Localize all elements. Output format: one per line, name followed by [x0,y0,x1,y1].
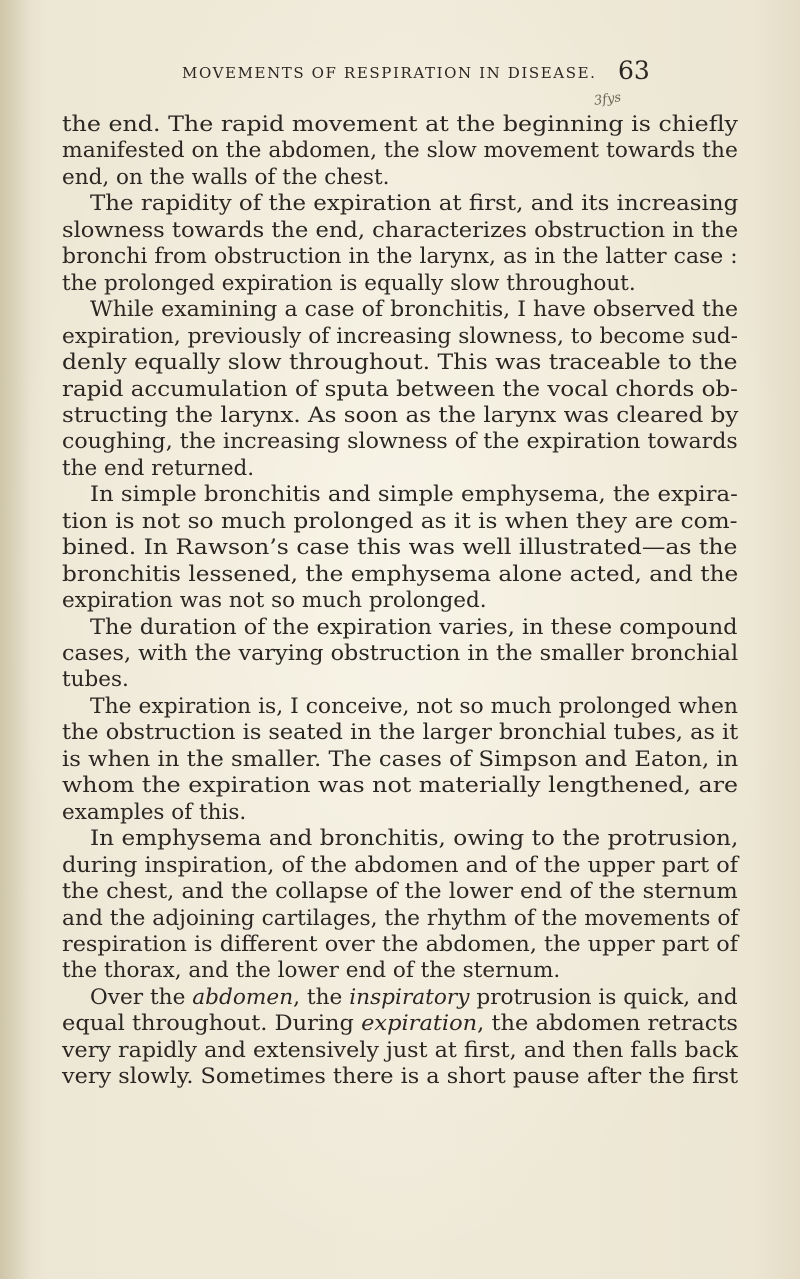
text-line: whom the expiration was not materially lengthened, are [62,773,739,799]
text-line: the end. The rapid movement at the beginning is chiefly [62,112,738,137]
text-line: slowness towards the end, characterizes obstruction in the [62,217,739,243]
page-number: 63 [618,56,650,85]
text-line: structing the larynx. As soon as the larynx was cleared by [62,402,739,428]
text-line: In emphysema and bronchitis, owing to the protrusion, [90,826,739,852]
text-run: protrusion is quick, and [469,984,738,1010]
text-line: The duration of the expiration varies, in these compound [90,614,738,640]
page-edge-shadow [0,0,30,1279]
text-line [90,985,738,1011]
text-line: the prolonged expiration is equally slow throughout. [62,270,636,296]
italic-run: abdomen [192,984,294,1010]
text-run: , the abdomen retracts [477,1011,738,1037]
text-line: cases, with the varying obstruction in the smaller bronchial [62,641,739,666]
text-line: the chest, and the collapse of the lower end of the sternum [62,879,738,905]
text-line: the obstruction is seated in the larger bronchial tubes, as it [62,720,739,746]
text-line: tubes. [62,667,129,693]
text-line: The expiration is, I conceive, not so much prolonged when [90,693,738,719]
text-line: and the adjoining cartilages, the rhythm of the movements of [62,905,739,931]
text-line: examples of this. [62,799,247,825]
text-run: Over the [90,984,193,1010]
text-line: bronchitis lessened, the emphysema alone acted, and the [62,561,739,587]
text-line: The rapidity of the expiration at first, and its increasing [90,191,739,217]
text-line: is when in the smaller. The cases of Simpson and Eaton, in [62,746,739,772]
pencil-annotation: 3fys [593,90,623,109]
text-line: very rapidly and extensively just at first, and then falls back [62,1037,738,1063]
text-line: the thorax, and the lower end of the sternum. [62,958,561,984]
text-line: rapid accumulation of sputa between the vocal chords ob- [62,376,738,402]
text-line: expiration was not so much prolonged. [62,588,487,614]
text-line: very slowly. Sometimes there is a short pause after the first [62,1064,739,1090]
text-line: coughing, the increasing slowness of the expiration towards [62,429,738,455]
text-line: the end returned. [62,455,255,481]
text-run: , the [293,984,350,1010]
text-line: expiration, previously of increasing slowness, to become sud- [62,323,739,349]
text-line: manifested on the abdomen, the slow movement towards the [62,138,738,164]
text-line: bined. In Rawson’s case this was well illustrated—as the [62,535,738,561]
text-line: tion is not so much prolonged as it is when they are com- [62,508,738,534]
text-line: In simple bronchitis and simple emphysema, the expira- [90,482,738,508]
text-line: during inspiration, of the abdomen and of the upper part of [62,852,739,878]
italic-run: inspiratory [349,984,470,1010]
text-line: bronchi from obstruction in the larynx, as in the latter case : [62,244,738,270]
text-run: equal throughout. During [62,1011,362,1037]
text-line [62,1011,738,1037]
text-line: respiration is different over the abdomen, the upper part of [62,931,738,957]
italic-run: expiration [361,1011,478,1037]
text-line: end, on the walls of the chest. [62,164,390,190]
text-line: denly equally slow throughout. This was traceable to the [62,350,738,376]
text-line: While examining a case of bronchitis, I have observed the [90,297,739,323]
running-header: MOVEMENTS OF RESPIRATION IN DISEASE. [182,64,597,82]
